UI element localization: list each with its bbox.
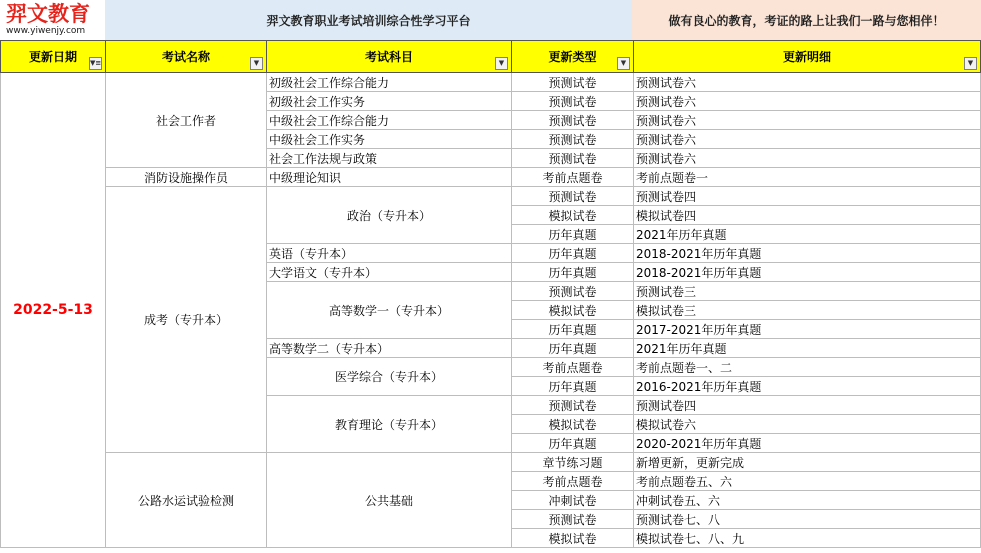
filter-dropdown-icon[interactable]: ▼	[250, 57, 263, 70]
update-detail-cell[interactable]: 模拟试卷四	[634, 206, 981, 225]
update-type-cell[interactable]: 预测试卷	[512, 111, 634, 130]
subject-cell[interactable]: 教育理论（专升本）	[267, 396, 512, 453]
update-detail-cell[interactable]: 2017-2021年历年真题	[634, 320, 981, 339]
header-row	[1, 41, 981, 73]
filter-dropdown-icon[interactable]: ▼	[495, 57, 508, 70]
exam-name-cell[interactable]: 社会工作者	[106, 73, 267, 168]
update-type-cell[interactable]: 预测试卷	[512, 282, 634, 301]
update-type-cell[interactable]: 历年真题	[512, 339, 634, 358]
table-row	[1, 168, 981, 187]
subject-cell[interactable]: 高等数学二（专升本）	[267, 339, 512, 358]
update-type-cell[interactable]: 历年真题	[512, 225, 634, 244]
update-detail-cell[interactable]: 2021年历年真题	[634, 225, 981, 244]
update-type-cell[interactable]: 模拟试卷	[512, 529, 634, 548]
header-detail: 更新明细 ▼	[634, 41, 981, 73]
update-detail-cell[interactable]: 2021年历年真题	[634, 339, 981, 358]
table-row	[1, 453, 981, 472]
header-exam: 考试名称 ▼	[106, 41, 267, 73]
subject-cell[interactable]: 社会工作法规与政策	[267, 149, 512, 168]
subject-cell[interactable]: 中级理论知识	[267, 168, 512, 187]
subject-cell[interactable]: 英语（专升本）	[267, 244, 512, 263]
update-detail-cell[interactable]: 预测试卷六	[634, 92, 981, 111]
update-detail-cell[interactable]: 预测试卷六	[634, 130, 981, 149]
update-detail-cell[interactable]: 2018-2021年历年真题	[634, 244, 981, 263]
update-type-cell[interactable]: 历年真题	[512, 244, 634, 263]
update-type-cell[interactable]: 预测试卷	[512, 510, 634, 529]
update-detail-cell[interactable]: 2018-2021年历年真题	[634, 263, 981, 282]
update-type-cell[interactable]: 考前点题卷	[512, 358, 634, 377]
update-type-cell[interactable]: 预测试卷	[512, 73, 634, 92]
update-type-cell[interactable]: 考前点题卷	[512, 472, 634, 491]
header-type: 更新类型 ▼	[512, 41, 634, 73]
update-detail-cell[interactable]: 2020-2021年历年真题	[634, 434, 981, 453]
update-detail-cell[interactable]: 模拟试卷七、八、九	[634, 529, 981, 548]
subject-cell[interactable]: 公共基础	[267, 453, 512, 548]
table-row	[1, 73, 981, 92]
subject-cell[interactable]: 初级社会工作实务	[267, 92, 512, 111]
update-detail-cell[interactable]: 考前点题卷五、六	[634, 472, 981, 491]
update-detail-cell[interactable]: 新增更新，更新完成	[634, 453, 981, 472]
update-type-cell[interactable]: 历年真题	[512, 377, 634, 396]
slogan: 做有良心的教育，考证的路上让我们一路与您相伴！	[632, 0, 981, 40]
update-detail-cell[interactable]: 预测试卷四	[634, 187, 981, 206]
update-type-cell[interactable]: 预测试卷	[512, 149, 634, 168]
update-type-cell[interactable]: 历年真题	[512, 263, 634, 282]
platform-title: 羿文教育职业考试培训综合性学习平台	[105, 0, 632, 40]
update-type-cell[interactable]: 章节练习题	[512, 453, 634, 472]
filter-dropdown-icon[interactable]: ▼	[617, 57, 630, 70]
subject-cell[interactable]: 政治（专升本）	[267, 187, 512, 244]
update-detail-cell[interactable]: 预测试卷三	[634, 282, 981, 301]
update-type-cell[interactable]: 预测试卷	[512, 396, 634, 415]
brand-url: www.yiwenjy.com	[6, 26, 86, 36]
exam-name-cell[interactable]: 成考（专升本）	[106, 187, 267, 453]
update-type-cell[interactable]: 历年真题	[512, 320, 634, 339]
filter-dropdown-icon[interactable]: ▼	[964, 57, 977, 70]
update-detail-cell[interactable]: 模拟试卷六	[634, 415, 981, 434]
update-detail-cell[interactable]: 预测试卷六	[634, 149, 981, 168]
update-type-cell[interactable]: 预测试卷	[512, 187, 634, 206]
update-type-cell[interactable]: 冲刺试卷	[512, 491, 634, 510]
subject-cell[interactable]: 初级社会工作综合能力	[267, 73, 512, 92]
subject-cell[interactable]: 高等数学一（专升本）	[267, 282, 512, 339]
update-detail-cell[interactable]: 冲刺试卷五、六	[634, 491, 981, 510]
update-type-cell[interactable]: 考前点题卷	[512, 168, 634, 187]
update-type-cell[interactable]: 历年真题	[512, 434, 634, 453]
update-table	[0, 40, 981, 548]
update-detail-cell[interactable]: 模拟试卷三	[634, 301, 981, 320]
table-row	[1, 187, 981, 206]
update-detail-cell[interactable]: 2016-2021年历年真题	[634, 377, 981, 396]
update-type-cell[interactable]: 模拟试卷	[512, 301, 634, 320]
exam-name-cell[interactable]: 公路水运试验检测	[106, 453, 267, 548]
subject-cell[interactable]: 中级社会工作综合能力	[267, 111, 512, 130]
update-detail-cell[interactable]: 预测试卷七、八	[634, 510, 981, 529]
update-detail-cell[interactable]: 考前点题卷一、二	[634, 358, 981, 377]
update-detail-cell[interactable]: 预测试卷六	[634, 111, 981, 130]
update-type-cell[interactable]: 预测试卷	[512, 130, 634, 149]
brand-name: 羿文教育	[6, 2, 90, 26]
update-detail-cell[interactable]: 预测试卷六	[634, 73, 981, 92]
subject-cell[interactable]: 医学综合（专升本）	[267, 358, 512, 396]
update-type-cell[interactable]: 模拟试卷	[512, 206, 634, 225]
update-detail-cell[interactable]: 考前点题卷一	[634, 168, 981, 187]
exam-name-cell[interactable]: 消防设施操作员	[106, 168, 267, 187]
update-detail-cell[interactable]: 预测试卷四	[634, 396, 981, 415]
header-subject: 考试科目 ▼	[267, 41, 512, 73]
brand-logo	[0, 0, 105, 40]
update-type-cell[interactable]: 预测试卷	[512, 92, 634, 111]
subject-cell[interactable]: 中级社会工作实务	[267, 130, 512, 149]
update-type-cell[interactable]: 模拟试卷	[512, 415, 634, 434]
update-date-cell[interactable]: 2022-5-13	[1, 73, 106, 548]
filter-active-icon[interactable]: ▼≡	[89, 57, 102, 70]
header-date: 更新日期 ▼≡	[1, 41, 106, 73]
subject-cell[interactable]: 大学语文（专升本）	[267, 263, 512, 282]
